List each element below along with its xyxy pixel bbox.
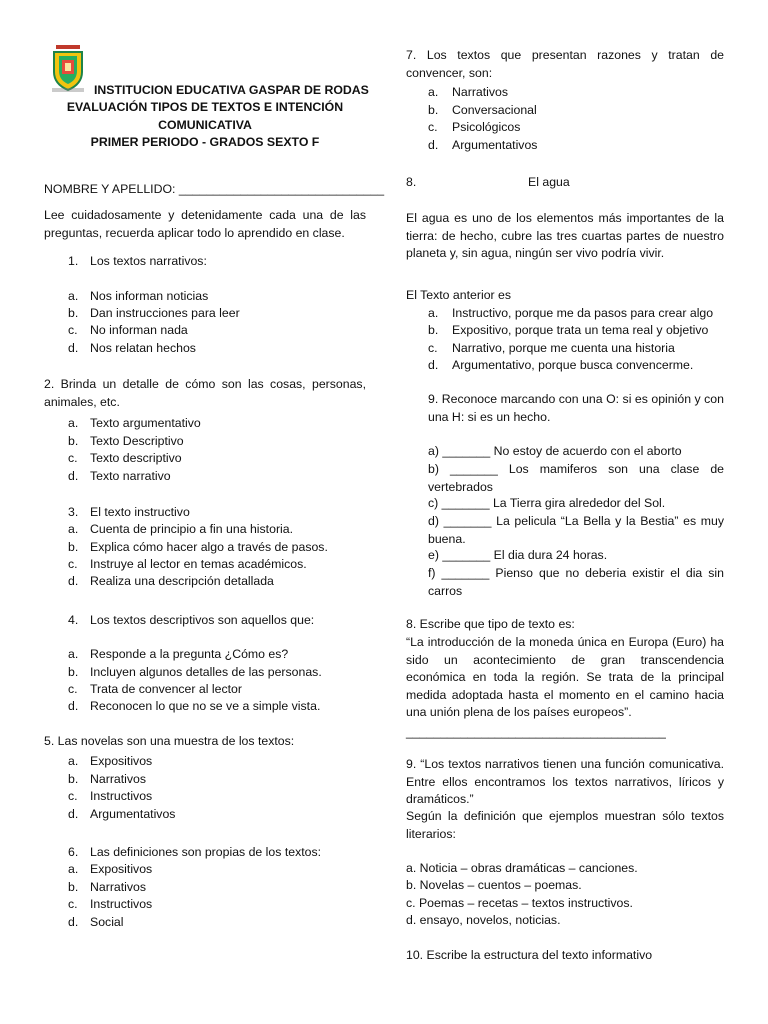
exam-title-cont: COMUNICATIVA — [158, 118, 252, 132]
q8-prompt: El Texto anterior es — [406, 288, 512, 302]
q8b-quote: “La introducción de la moneda única en Europa (Euro) ha sido un acontecimiento de gran transcendencia económica en toda la región. Se trata de la principal medida adoptada hasta el momento en el camino hacia una unión plena de los países europeos”. — [406, 635, 724, 719]
q8-paragraph: El agua es uno de los elementos más importantes de la tierra: de hecho, cubre las tres cuartas partes de nuestro planeta y, sin agua, ningún ser vivo podría vivir. — [406, 211, 724, 260]
question-9b: 9. “Los textos narrativos tienen una función comunicativa. Entre ellos encontramos los textos narrativos, líricos y dramáticos.” — [406, 757, 724, 806]
q9b-option-d[interactable]: d. ensayo, novelos, noticias. — [406, 913, 561, 927]
q8b-answer-line[interactable]: ______________________________________ — [406, 725, 666, 739]
student-name-line[interactable]: NOMBRE Y APELLIDO: ______________________________ — [44, 182, 385, 196]
q9-item-c[interactable]: c) _______ La Tierra gira alrededor del Sol. — [428, 496, 666, 510]
question-7: 7. Los textos que presentan razones y tratan de convencer, son: — [406, 48, 724, 80]
q9-item-d[interactable]: d) _______ La pelicula “La Bella y la Bestia” es muy buena. — [428, 514, 724, 546]
question-2: 2. Brinda un detalle de cómo son las cosas, personas, animales, etc. — [44, 377, 366, 409]
q9-item-f[interactable]: f) _______ Pienso que no deberia existir el dia sin carros — [428, 566, 724, 598]
q9b-prompt: Según la definición que ejemplos muestran sólo textos literarios: — [406, 809, 724, 841]
q9b-option-c[interactable]: c. Poemas – recetas – textos instructivos. — [406, 896, 633, 910]
question-9: 9. Reconoce marcando con una O: si es opinión y con una H: si es un hecho. — [428, 392, 724, 424]
q9b-option-a[interactable]: a. Noticia – obras dramáticas – canciones. — [406, 861, 638, 875]
shield-crest-icon — [48, 44, 88, 94]
school-logo — [48, 44, 88, 94]
q9-item-e[interactable]: e) _______ El dia dura 24 horas. — [428, 548, 608, 562]
question-10: 10. Escribe la estructura del texto informativo — [406, 948, 653, 962]
q9b-option-b[interactable]: b. Novelas – cuentos – poemas. — [406, 878, 582, 892]
period-grade: PRIMER PERIODO - GRADOS SEXTO F — [90, 135, 320, 149]
school-name: INSTITUCION EDUCATIVA GASPAR DE RODAS — [94, 83, 369, 97]
q9-item-b[interactable]: b) _______ Los mamiferos son una clase de vertebrados — [428, 462, 724, 494]
question-8-title: El agua — [528, 175, 570, 189]
q9-item-a[interactable]: a) _______ No estoy de acuerdo con el aborto — [428, 444, 682, 458]
question-5: 5. Las novelas son una muestra de los textos: — [44, 734, 295, 748]
exam-title: EVALUACIÓN TIPOS DE TEXTOS E INTENCIÓN — [66, 100, 344, 114]
question-8b: 8. Escribe que tipo de texto es: — [406, 617, 575, 631]
question-8-number: 8. — [406, 175, 417, 189]
instructions: Lee cuidadosamente y detenidamente cada una de las preguntas, recuerda aplicar todo lo aprendido en clase. — [44, 208, 366, 240]
